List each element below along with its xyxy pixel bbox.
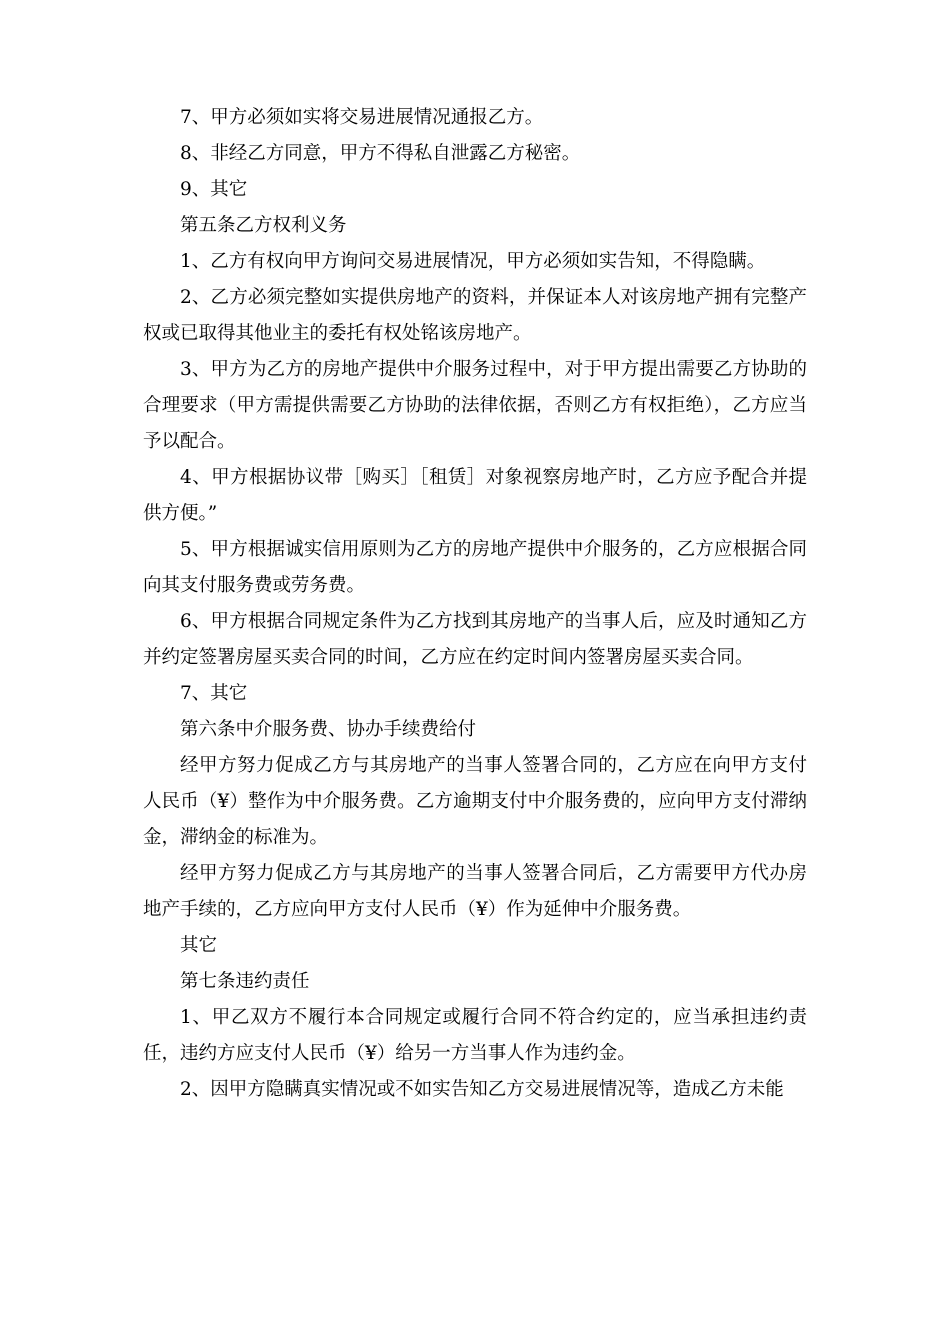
clause-7-heading: 第七条违约责任 bbox=[180, 971, 310, 992]
clause-5-heading: 第五条乙方权利义务 bbox=[180, 215, 347, 236]
clause-5-item-6: 6、甲方根据合同规定条件为乙方找到其房地产的当事人后，应及时通知乙方并约定签署房屋买卖合同的时间，乙方应在约定时间内签署房屋买卖合同。 bbox=[143, 611, 807, 668]
clause-6-paragraph-2: 经甲方努力促成乙方与其房地产的当事人签署合同后，乙方需要甲方代办房地产手续的，乙方应向甲方支付人民币（¥）作为延伸中介服务费。 bbox=[143, 863, 807, 920]
clause-4-item-9: 9、其它 bbox=[180, 179, 248, 200]
clause-5-item-3: 3、甲方为乙方的房地产提供中介服务过程中，对于甲方提出需要乙方协助的合理要求（甲方需提供需要乙方协助的法律依据，否则乙方有权拒绝），乙方应当予以配合。 bbox=[143, 359, 807, 452]
clause-5-item-5: 5、甲方根据诚实信用原则为乙方的房地产提供中介服务的，乙方应根据合同向其支付服务费或劳务费。 bbox=[143, 539, 807, 596]
clause-5-item-4: 4、甲方根据协议带［购买］［租赁］对象视察房地产时，乙方应予配合并提供方便。” bbox=[143, 467, 807, 524]
clause-4-item-7: 7、甲方必须如实将交易进展情况通报乙方。 bbox=[180, 107, 544, 128]
document-body bbox=[143, 100, 807, 1108]
clause-7-item-1: 1、甲乙双方不履行本合同规定或履行合同不符合约定的，应当承担违约责任，违约方应支付人民币（¥）给另一方当事人作为违约金。 bbox=[143, 1007, 807, 1064]
clause-6-paragraph-1: 经甲方努力促成乙方与其房地产的当事人签署合同的，乙方应在向甲方支付人民币（¥）整作为中介服务费。乙方逾期支付中介服务费的，应向甲方支付滞纳金，滞纳金的标准为。 bbox=[143, 755, 807, 848]
clause-7-item-2: 2、因甲方隐瞒真实情况或不如实告知乙方交易进展情况等，造成乙方未能 bbox=[180, 1079, 784, 1100]
clause-5-item-2: 2、乙方必须完整如实提供房地产的资料，并保证本人对该房地产拥有完整产权或已取得其他业主的委托有权处铭该房地产。 bbox=[143, 287, 807, 344]
clause-6-heading: 第六条中介服务费、协办手续费给付 bbox=[180, 719, 477, 740]
clause-4-item-8: 8、非经乙方同意，甲方不得私自泄露乙方秘密。 bbox=[180, 143, 581, 164]
clause-5-item-1: 1、乙方有权向甲方询问交易进展情况，甲方必须如实告知，不得隐瞒。 bbox=[180, 251, 766, 272]
clause-5-item-7: 7、其它 bbox=[180, 683, 248, 704]
clause-6-other: 其它 bbox=[180, 935, 218, 956]
